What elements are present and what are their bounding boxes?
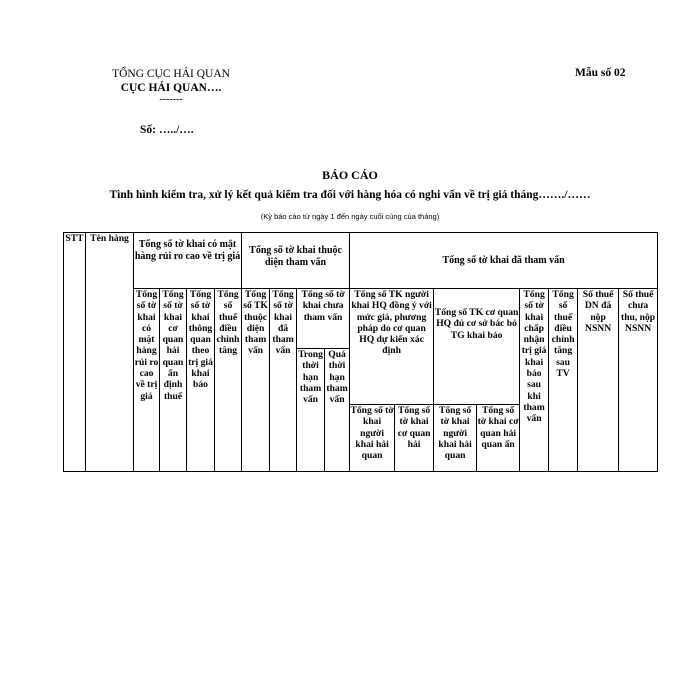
sub-agency-name: CỤC HẢI QUAN…. [120, 82, 222, 94]
col-tax-increase-after: Tổng số thuế điều chỉnh tăng sau TV [549, 289, 578, 472]
report-subtitle: Tình hình kiểm tra, xử lý kết quả kiểm tra đối với hàng hóa có nghi vấn về trị giá tháng……./…… [109, 189, 591, 201]
document-number: Số: …../…. [140, 124, 194, 136]
header-left [96, 67, 246, 105]
group-high-risk: Tổng số tờ khai có mặt hàng rủi ro cao về trị giá [134, 233, 242, 289]
col-stt: STT [64, 233, 86, 472]
report-table [63, 232, 658, 472]
col-rejected-customs: Tổng số tờ khai cơ quan hải quan ấn [477, 405, 520, 472]
col-tax-paid: Số thuế DN đã nộp NSNN [578, 289, 619, 472]
col-overdue: Quá thời hạn tham vấn [325, 349, 350, 472]
agency-name: TỔNG CỤC HẢI QUAN [112, 68, 230, 80]
col-cleared-declared: Tổng số tờ khai thông quan theo trị giá khai báo [187, 289, 215, 472]
report-period-note: (Kỳ báo cáo từ ngày 1 đến ngày cuối cùng của tháng) [260, 212, 440, 221]
col-tax-assessed: Tổng số tờ khai cơ quan hải quan ấn định thuế [160, 289, 187, 472]
col-tax-adjusted: Tổng số thuế điều chỉnh tăng [215, 289, 242, 472]
header-divider: ------- [159, 94, 183, 105]
group-subject-consultation: Tổng số tờ khai thuộc diện tham vấn [242, 233, 350, 289]
col-within-deadline: Trong thời hạn tham vấn [297, 349, 325, 472]
col-consult-not-done: Tổng số tờ khai chưa tham vấn [297, 289, 350, 349]
col-rejected: Tổng số TK cơ quan HQ đủ cơ sở bác bỏ TG khai báo [434, 289, 520, 405]
col-tax-unpaid: Số thuế chưa thu, nộp NSNN [619, 289, 658, 472]
col-consult-done: Tổng số tờ khai đã tham vấn [270, 289, 297, 472]
col-high-risk-total: Tổng số tờ khai có mặt hàng rủi ro cao về trị giá [134, 289, 160, 472]
col-accepted-after: Tổng số tờ khai chấp nhận trị giá khai báo sau khi tham vấn [520, 289, 549, 472]
report-title: BÁO CÁO [322, 168, 378, 182]
col-agreed-customs: Tổng số tờ khai cơ quan hải [395, 405, 434, 472]
col-consult-total: Tổng số TK thuộc diện tham vấn [242, 289, 270, 472]
form-code: Mẫu số 02 [575, 67, 626, 79]
col-item-name: Tên hàng [86, 233, 134, 472]
col-agreed: Tổng số TK người khai HQ đồng ý với mức giá, phương pháp do cơ quan HQ dự kiến xác định [350, 289, 434, 405]
col-agreed-declarant: Tổng số tờ khai người khai hải quan [350, 405, 395, 472]
group-consulted: Tổng số tờ khai đã tham vấn [350, 233, 658, 289]
col-rejected-declarant: Tổng số tờ khai người khai hải quan [434, 405, 477, 472]
